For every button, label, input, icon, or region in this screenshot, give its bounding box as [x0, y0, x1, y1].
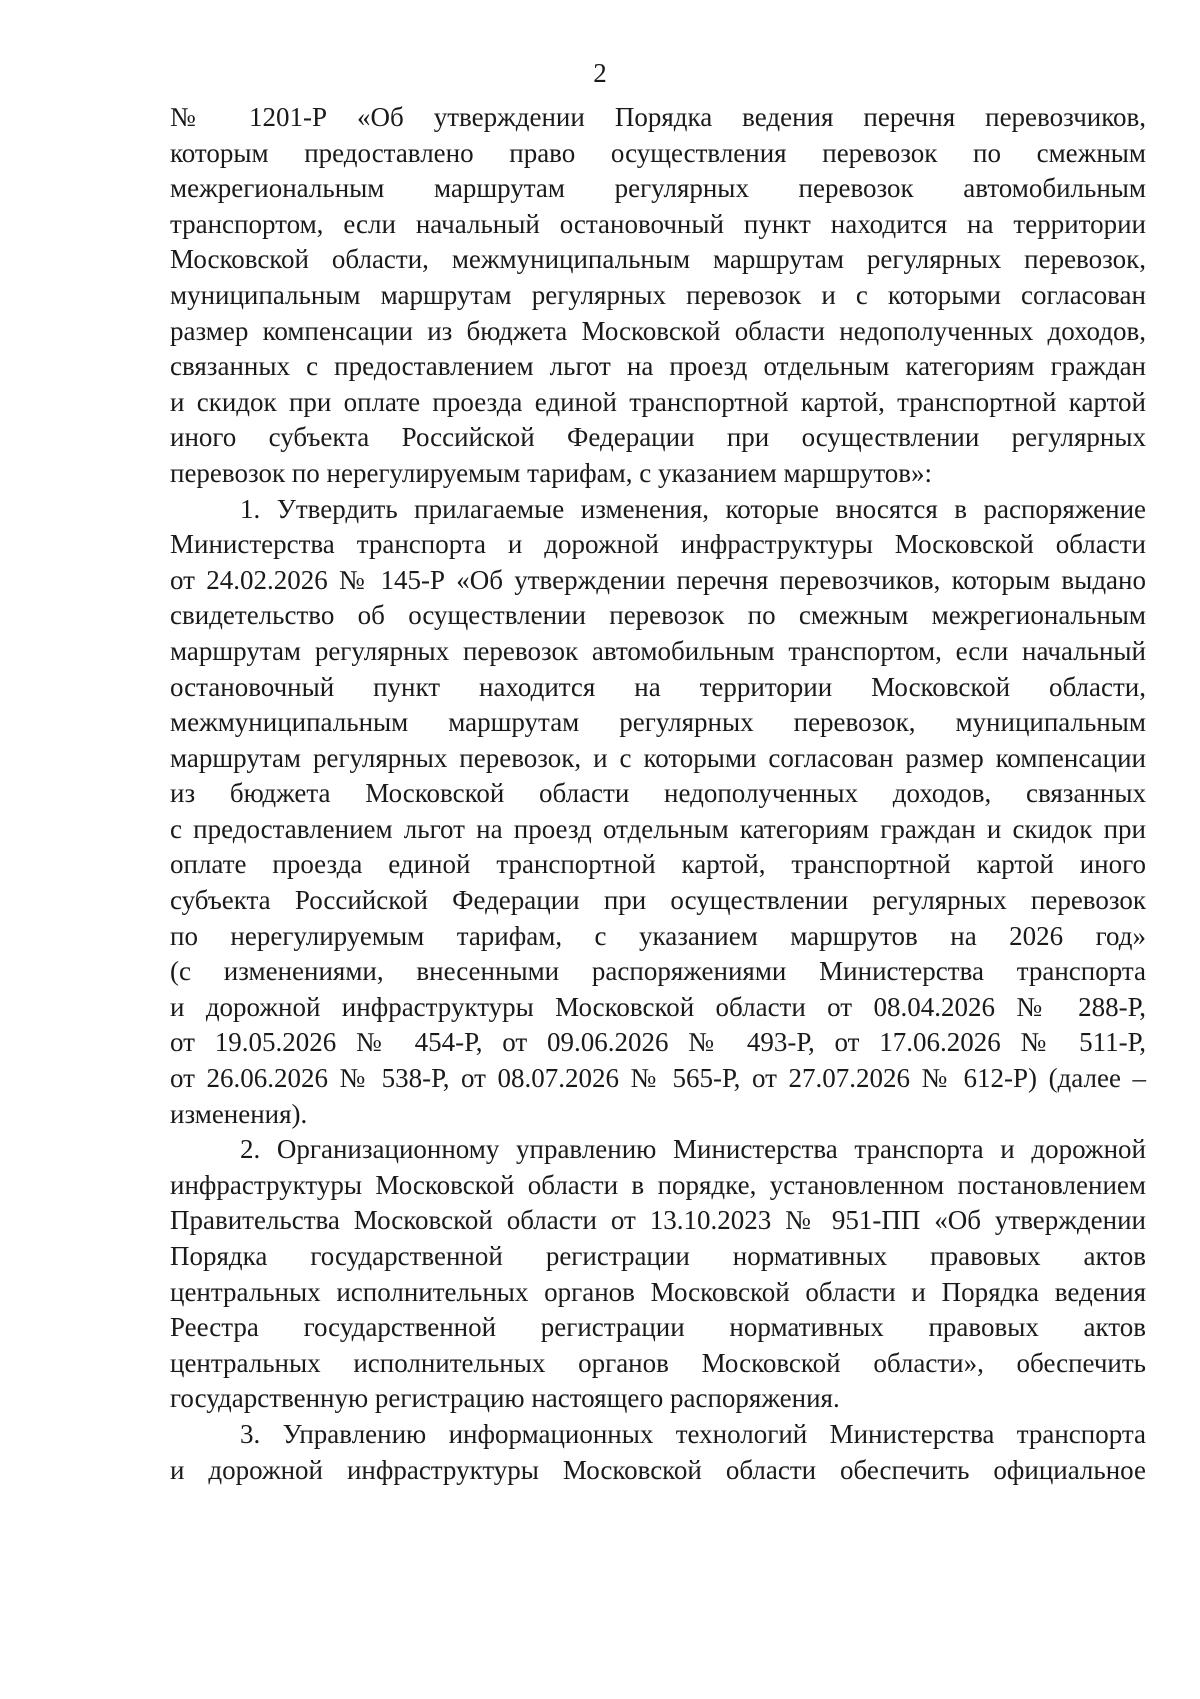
text-line: которым предоставлено право осуществления перевозок по смежным: [170, 137, 1146, 168]
text-line: субъекта Российской Федерации при осуществлении регулярных перевозок: [170, 885, 1146, 916]
text-line: маршрутам регулярных перевозок автомобильным транспортом, если начальный: [170, 635, 1146, 666]
text-line: (с изменениями, внесенными распоряжениями Министерства транспорта: [170, 956, 1146, 987]
text-line: от 19.05.2026 № 454-Р, от 09.06.2026 № 493-Р, от 17.06.2026 № 511-Р,: [170, 1027, 1146, 1058]
text-line: муниципальным маршрутам регулярных перевозок и с которыми согласован: [170, 279, 1146, 310]
text-line: свидетельство об осуществлении перевозок по смежным межрегиональным: [170, 600, 1146, 631]
page-number: 2: [593, 58, 607, 88]
text-line: транспортом, если начальный остановочный пункт находится на территории: [170, 208, 1146, 239]
text-line: от 24.02.2026 № 145-Р «Об утверждении перечня перевозчиков, которым выдано: [170, 564, 1146, 595]
text-line: Министерства транспорта и дорожной инфраструктуры Московской области: [170, 529, 1146, 560]
text-line: межрегиональным маршрутам регулярных перевозок автомобильным: [170, 173, 1146, 204]
text-line: 3. Управлению информационных технологий Министерства транспорта: [240, 1418, 1146, 1449]
text-line: перевозок по нерегулируемым тарифам, с указанием маршрутов»:: [170, 457, 933, 488]
document-body: [170, 100, 1146, 1488]
text-line: остановочный пункт находится на территории Московской области,: [170, 671, 1146, 702]
text-line: 1. Утвердить прилагаемые изменения, которые вносятся в распоряжение: [240, 493, 1146, 524]
text-line: инфраструктуры Московской области в порядке, установленном постановлением: [170, 1169, 1146, 1200]
text-line: Порядка государственной регистрации нормативных правовых актов: [170, 1241, 1146, 1271]
text-line: Реестра государственной регистрации нормативных правовых актов: [170, 1312, 1146, 1343]
text-line: связанных с предоставлением льгот на проезд отдельным категориям граждан: [170, 351, 1146, 382]
text-line: государственную регистрацию настоящего распоряжения.: [170, 1383, 840, 1414]
text-line: размер компенсации из бюджета Московской области недополученных доходов,: [170, 315, 1146, 346]
text-line: и дорожной инфраструктуры Московской области от 08.04.2026 № 288-Р,: [170, 991, 1146, 1022]
text-line: центральных исполнительных органов Московской области», обеспечить: [170, 1347, 1146, 1378]
text-line: № 1201-Р «Об утверждении Порядка ведения перечня перевозчиков,: [170, 102, 1146, 132]
text-line: по нерегулируемым тарифам, с указанием маршрутов на 2026 год»: [170, 920, 1146, 951]
text-line: оплате проезда единой транспортной картой, транспортной картой иного: [170, 849, 1146, 880]
text-line: от 26.06.2026 № 538-Р, от 08.07.2026 № 565-Р, от 27.07.2026 № 612-Р) (далее –: [170, 1063, 1146, 1094]
text-line: иного субъекта Российской Федерации при осуществлении регулярных: [170, 422, 1146, 453]
text-line: межмуниципальным маршрутам регулярных перевозок, муниципальным: [170, 707, 1146, 738]
text-line: Правительства Московской области от 13.10.2023 № 951-ПП «Об утверждении: [170, 1205, 1146, 1236]
text-line: 2. Организационному управлению Министерства транспорта и дорожной: [240, 1134, 1146, 1165]
text-line: и скидок при оплате проезда единой транспортной картой, транспортной картой: [170, 386, 1146, 417]
text-line: центральных исполнительных органов Московской области и Порядка ведения: [170, 1276, 1146, 1307]
text-line: маршрутам регулярных перевозок, и с которыми согласован размер компенсации: [170, 742, 1146, 773]
text-line: из бюджета Московской области недополученных доходов, связанных: [170, 778, 1146, 809]
text-line: Московской области, межмуниципальным маршрутам регулярных перевозок,: [170, 244, 1146, 275]
text-line: изменения).: [170, 1098, 308, 1129]
text-line: и дорожной инфраструктуры Московской области обеспечить официальное: [170, 1454, 1146, 1485]
text-line: с предоставлением льгот на проезд отдельным категориям граждан и скидок при: [170, 813, 1146, 844]
